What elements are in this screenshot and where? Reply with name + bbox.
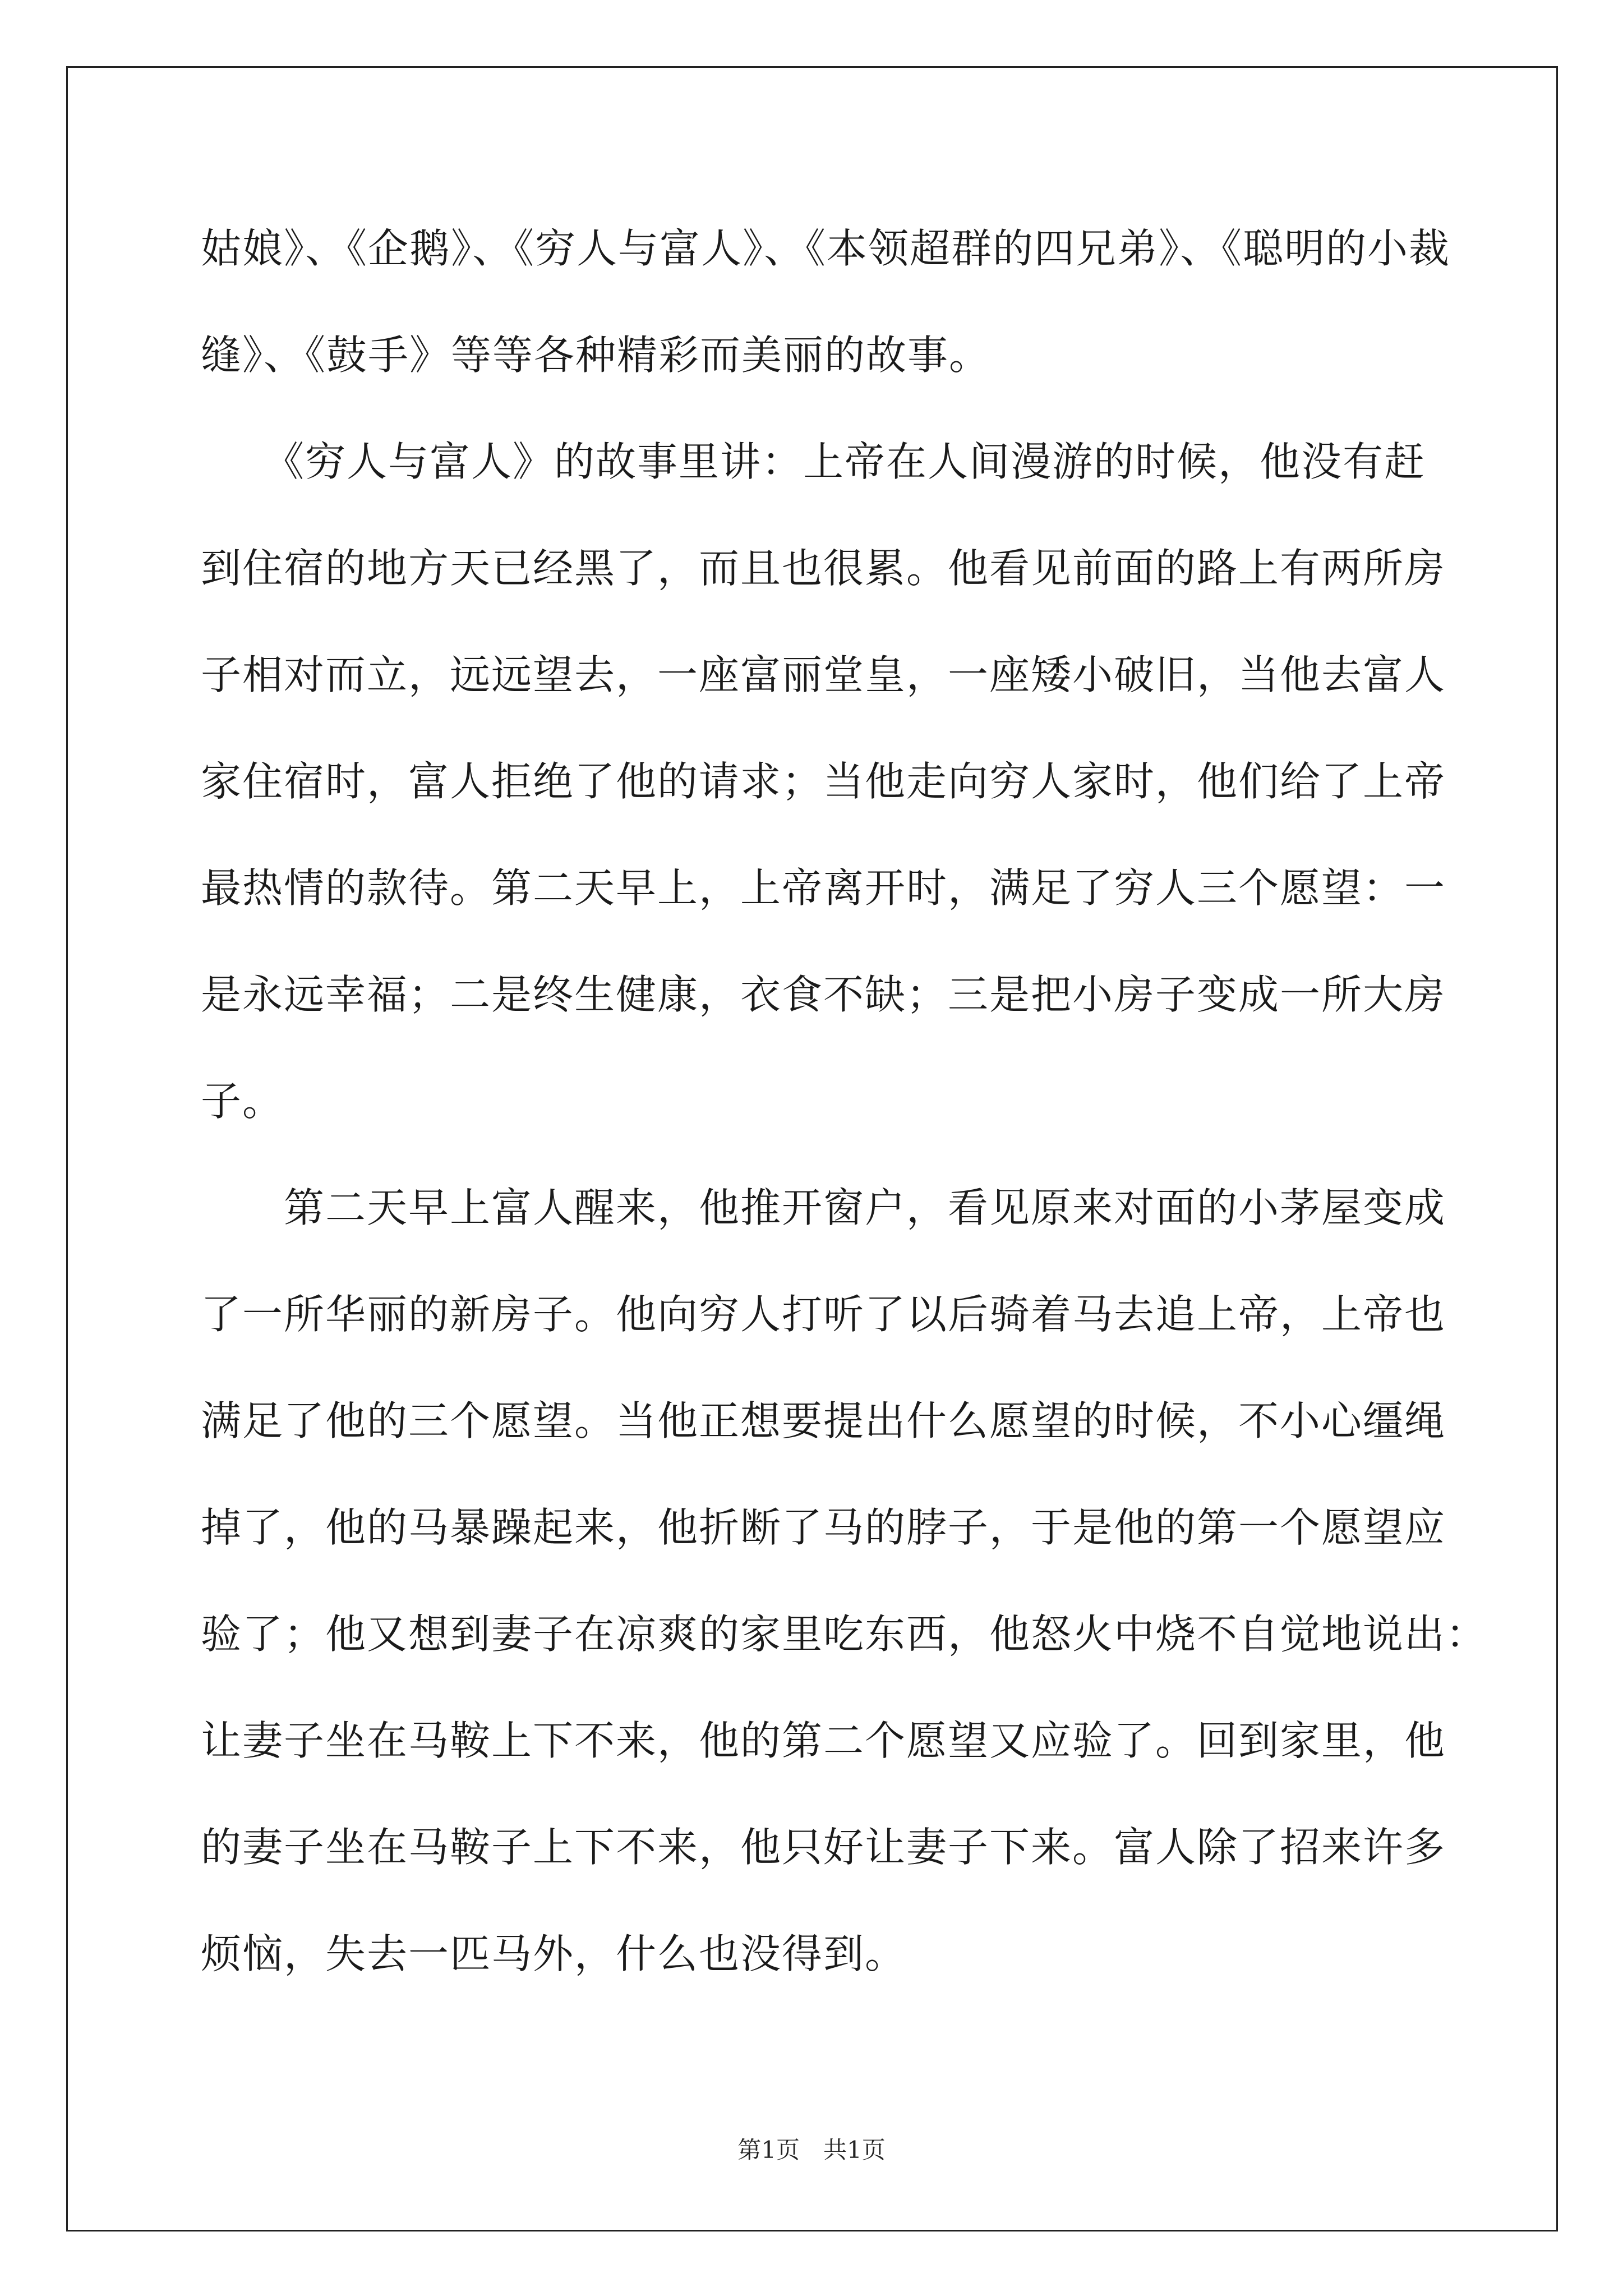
text-line: 验了；他又想到妻子在凉爽的家里吃东西，他怒火中烧不自觉地说出： [201, 1611, 1488, 1658]
text-line: 最热情的款待。第二天早上，上帝离开时，满足了穷人三个愿望：一 [201, 864, 1446, 912]
page-border [66, 66, 1558, 2231]
text-line: 到住宿的地方天已经黑了，而且也很累。他看见前面的路上有两所房 [201, 545, 1446, 592]
text-line: 姑娘》、《企鹅》、《穷人与富人》、《本领超群的四兄弟》、《聪明的小裁 [201, 225, 1451, 272]
text-line: 《穷人与富人》的故事里讲：上帝在人间漫游的时候，他没有赶 [201, 438, 1426, 485]
text-line: 烦恼，失去一匹马外，什么也没得到。 [201, 1930, 907, 1977]
text-line: 子相对而立，远远望去，一座富丽堂皇，一座矮小破旧，当他去富人 [201, 651, 1446, 698]
text-line: 缝》、《鼓手》等等各种精彩而美丽的故事。 [201, 332, 991, 379]
page-footer: 第1页 共1页 [737, 2136, 886, 2164]
text-line: 满足了他的三个愿望。当他正想要提出什么愿望的时候，不小心缰绳 [201, 1397, 1446, 1444]
text-line: 家住宿时，富人拒绝了他的请求；当他走向穷人家时，他们给了上帝 [201, 758, 1446, 805]
text-line: 是永远幸福；二是终生健康，衣食不缺；三是把小房子变成一所大房 [201, 971, 1446, 1018]
text-line: 掉了，他的马暴躁起来，他折断了马的脖子，于是他的第一个愿望应 [201, 1504, 1446, 1551]
text-line: 子。 [201, 1078, 284, 1125]
text-line: 让妻子坐在马鞍上下不来，他的第二个愿望又应验了。回到家里，他 [201, 1717, 1446, 1764]
text-line: 了一所华丽的新房子。他向穷人打听了以后骑着马去追上帝，上帝也 [201, 1291, 1446, 1338]
text-line: 第二天早上富人醒来，他推开窗户，看见原来对面的小茅屋变成 [201, 1184, 1446, 1231]
text-line: 的妻子坐在马鞍子上下不来，他只好让妻子下来。富人除了招来许多 [201, 1824, 1446, 1871]
